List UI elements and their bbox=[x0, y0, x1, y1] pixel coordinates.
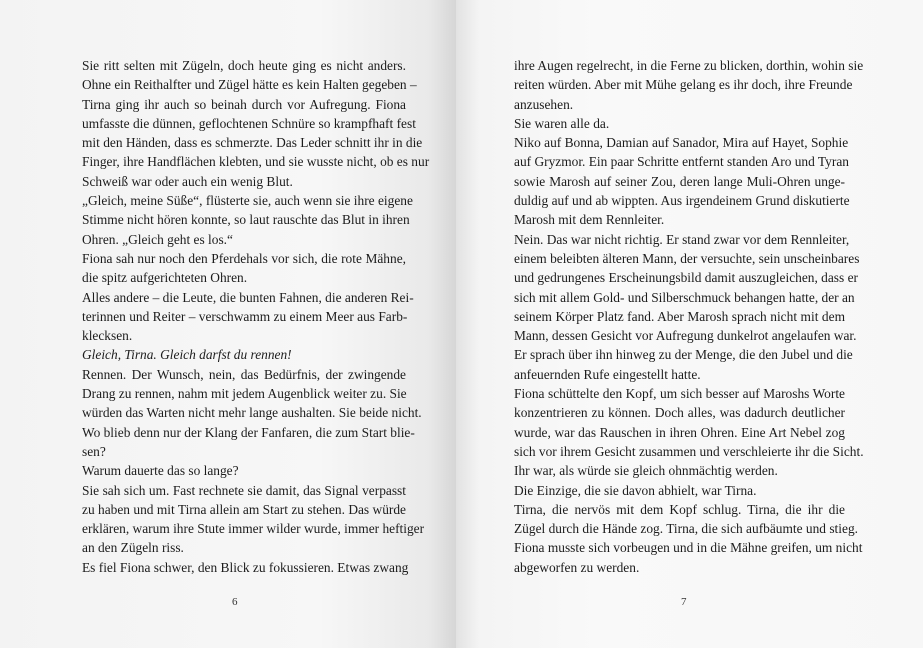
text-line: und gedrungenes Erscheinungsbild damit auszugleichen, dass er bbox=[514, 270, 858, 286]
text-line: Stimme nicht hören konnte, so laut rauschte das Blut in ihren bbox=[82, 212, 410, 228]
text-line: Er sprach über ihn hinweg zu der Menge, die den Jubel und die bbox=[514, 347, 853, 363]
text-line: Mann, dessen Gesicht vor Aufregung dunkelrot angelaufen war. bbox=[514, 328, 857, 344]
text-line: duldig auf und ab wippten. Aus irgendeinem Grund diskutierte bbox=[514, 193, 850, 209]
text-line: Fiona musste sich vorbeugen und in die Mähne greifen, um nicht bbox=[514, 540, 863, 556]
right-page bbox=[456, 0, 923, 648]
text-line: mit den Händen, dass es schmerzte. Das Leder schnitt ihr in die bbox=[82, 135, 423, 151]
text-line: anfeuernden Rufe eingestellt hatte. bbox=[514, 366, 701, 382]
italic-thought: Gleich, Tirna. Gleich darfst du rennen! bbox=[82, 347, 292, 363]
text-line: anzusehen. bbox=[514, 96, 574, 112]
text-line: abgeworfen zu werden. bbox=[514, 559, 640, 575]
right-page-text bbox=[514, 56, 864, 577]
page-number: 6 bbox=[232, 596, 238, 608]
text-line: an den Zügeln riss. bbox=[82, 540, 184, 556]
text-line: „Gleich, meine Süße“, flüsterte sie, auch wenn sie ihre eigene bbox=[82, 193, 413, 209]
text-line: Rennen. Der Wunsch, nein, das Bedürfnis, der zwingende bbox=[82, 366, 406, 382]
text-line: Fiona schüttelte den Kopf, um sich besser auf Maroshs Worte bbox=[514, 386, 845, 402]
text-line: terinnen und Reiter – verschwamm zu einem Meer aus Farb- bbox=[82, 308, 408, 324]
text-line: sich mit allem Gold- und Silberschmuck behangen hatte, der an bbox=[514, 289, 855, 305]
text-line: sowie Marosh auf seiner Zou, deren lange Muli-Ohren unge- bbox=[514, 173, 845, 189]
text-line: wurde, war das Rauschen in ihren Ohren. Eine Art Nebel zog bbox=[514, 424, 845, 440]
text-line: Wo blieb denn nur der Klang der Fanfaren, die zum Start blie- bbox=[82, 424, 415, 440]
left-page bbox=[0, 0, 456, 648]
text-line: Die Einzige, die sie davon abhielt, war Tirna. bbox=[514, 482, 757, 498]
text-line: Ohne ein Reithalfter und Zügel hätte es kein Halten gegeben – bbox=[82, 77, 417, 93]
text-line: Schweiß war oder auch ein wenig Blut. bbox=[82, 173, 293, 189]
text-line: Ohren. „Gleich geht es los.“ bbox=[82, 231, 233, 247]
text-line: Tirna ging ihr auch so beinah durch vor Aufregung. Fiona bbox=[82, 96, 406, 112]
text-line-italic bbox=[82, 345, 406, 364]
text-line: Nein. Das war nicht richtig. Er stand zwar vor dem Rennleiter, bbox=[514, 231, 850, 247]
text-line: Alles andere – die Leute, die bunten Fahnen, die anderen Rei- bbox=[82, 289, 414, 305]
text-line: seinem Körper Platz fand. Aber Marosh sprach nicht mit dem bbox=[514, 308, 845, 324]
text-line: Ihr war, als würde sie gleich ohnmächtig werden. bbox=[514, 463, 778, 479]
text-line: Es fiel Fiona schwer, den Blick zu fokussieren. Etwas zwang bbox=[82, 559, 409, 575]
text-line: reiten würden. Aber mit Mühe gelang es ihr doch, ihre Freunde bbox=[514, 77, 853, 93]
text-line: sich vor ihrem Gesicht zusammen und verschleierte ihr die Sicht. bbox=[514, 443, 864, 459]
text-line: konzentrieren zu können. Doch alles, was dadurch deutlicher bbox=[514, 405, 845, 421]
text-line: Fiona sah nur noch den Pferdehals vor sich, die rote Mähne, bbox=[82, 250, 406, 266]
text-line: ihre Augen regelrecht, in die Ferne zu blicken, dorthin, wohin sie bbox=[514, 58, 864, 73]
text-line: Warum dauerte das so lange? bbox=[82, 463, 239, 479]
text-line: Marosh mit dem Rennleiter. bbox=[514, 212, 665, 228]
text-line: Drang zu rennen, nahm mit jedem Augenblick weiter zu. Sie bbox=[82, 386, 407, 402]
text-line: erklären, warum ihre Stute immer wilder wurde, immer heftiger bbox=[82, 521, 425, 537]
text-line: die spitz aufgerichteten Ohren. bbox=[82, 270, 248, 286]
text-line: würden das Warten nicht mehr lange aushalten. Sie beide nicht. bbox=[82, 405, 422, 421]
text-line: auf Gryzmor. Ein paar Schritte entfernt standen Aro und Tyran bbox=[514, 154, 849, 170]
text-line: Sie waren alle da. bbox=[514, 115, 610, 131]
page-number: 7 bbox=[681, 596, 687, 608]
text-line: Niko auf Bonna, Damian auf Sanador, Mira auf Hayet, Sophie bbox=[514, 135, 849, 151]
text-line: Tirna, die nervös mit dem Kopf schlug. Tirna, die ihr die bbox=[514, 501, 845, 517]
text-line: zu haben und mit Tirna allein am Start zu stehen. Das würde bbox=[82, 501, 406, 517]
text-line: umfasste die dünnen, geflochtenen Schnüre so krampfhaft fest bbox=[82, 115, 416, 131]
text-line: Zügel durch die Hände zog. Tirna, die sich aufbäumte und stieg. bbox=[514, 521, 858, 537]
text-line: Finger, ihre Handflächen klebten, und sie wusste nicht, ob es nur bbox=[82, 154, 430, 170]
text-line: klecksen. bbox=[82, 328, 133, 344]
text-line: Sie sah sich um. Fast rechnete sie damit, das Signal verpasst bbox=[82, 482, 406, 498]
text-line: Sie ritt selten mit Zügeln, doch heute ging es nicht anders. bbox=[82, 58, 406, 73]
left-page-text bbox=[82, 56, 430, 577]
text-line: einem beleibten älteren Mann, der versuchte, sein unscheinbares bbox=[514, 250, 860, 266]
text-line: sen? bbox=[82, 443, 106, 459]
